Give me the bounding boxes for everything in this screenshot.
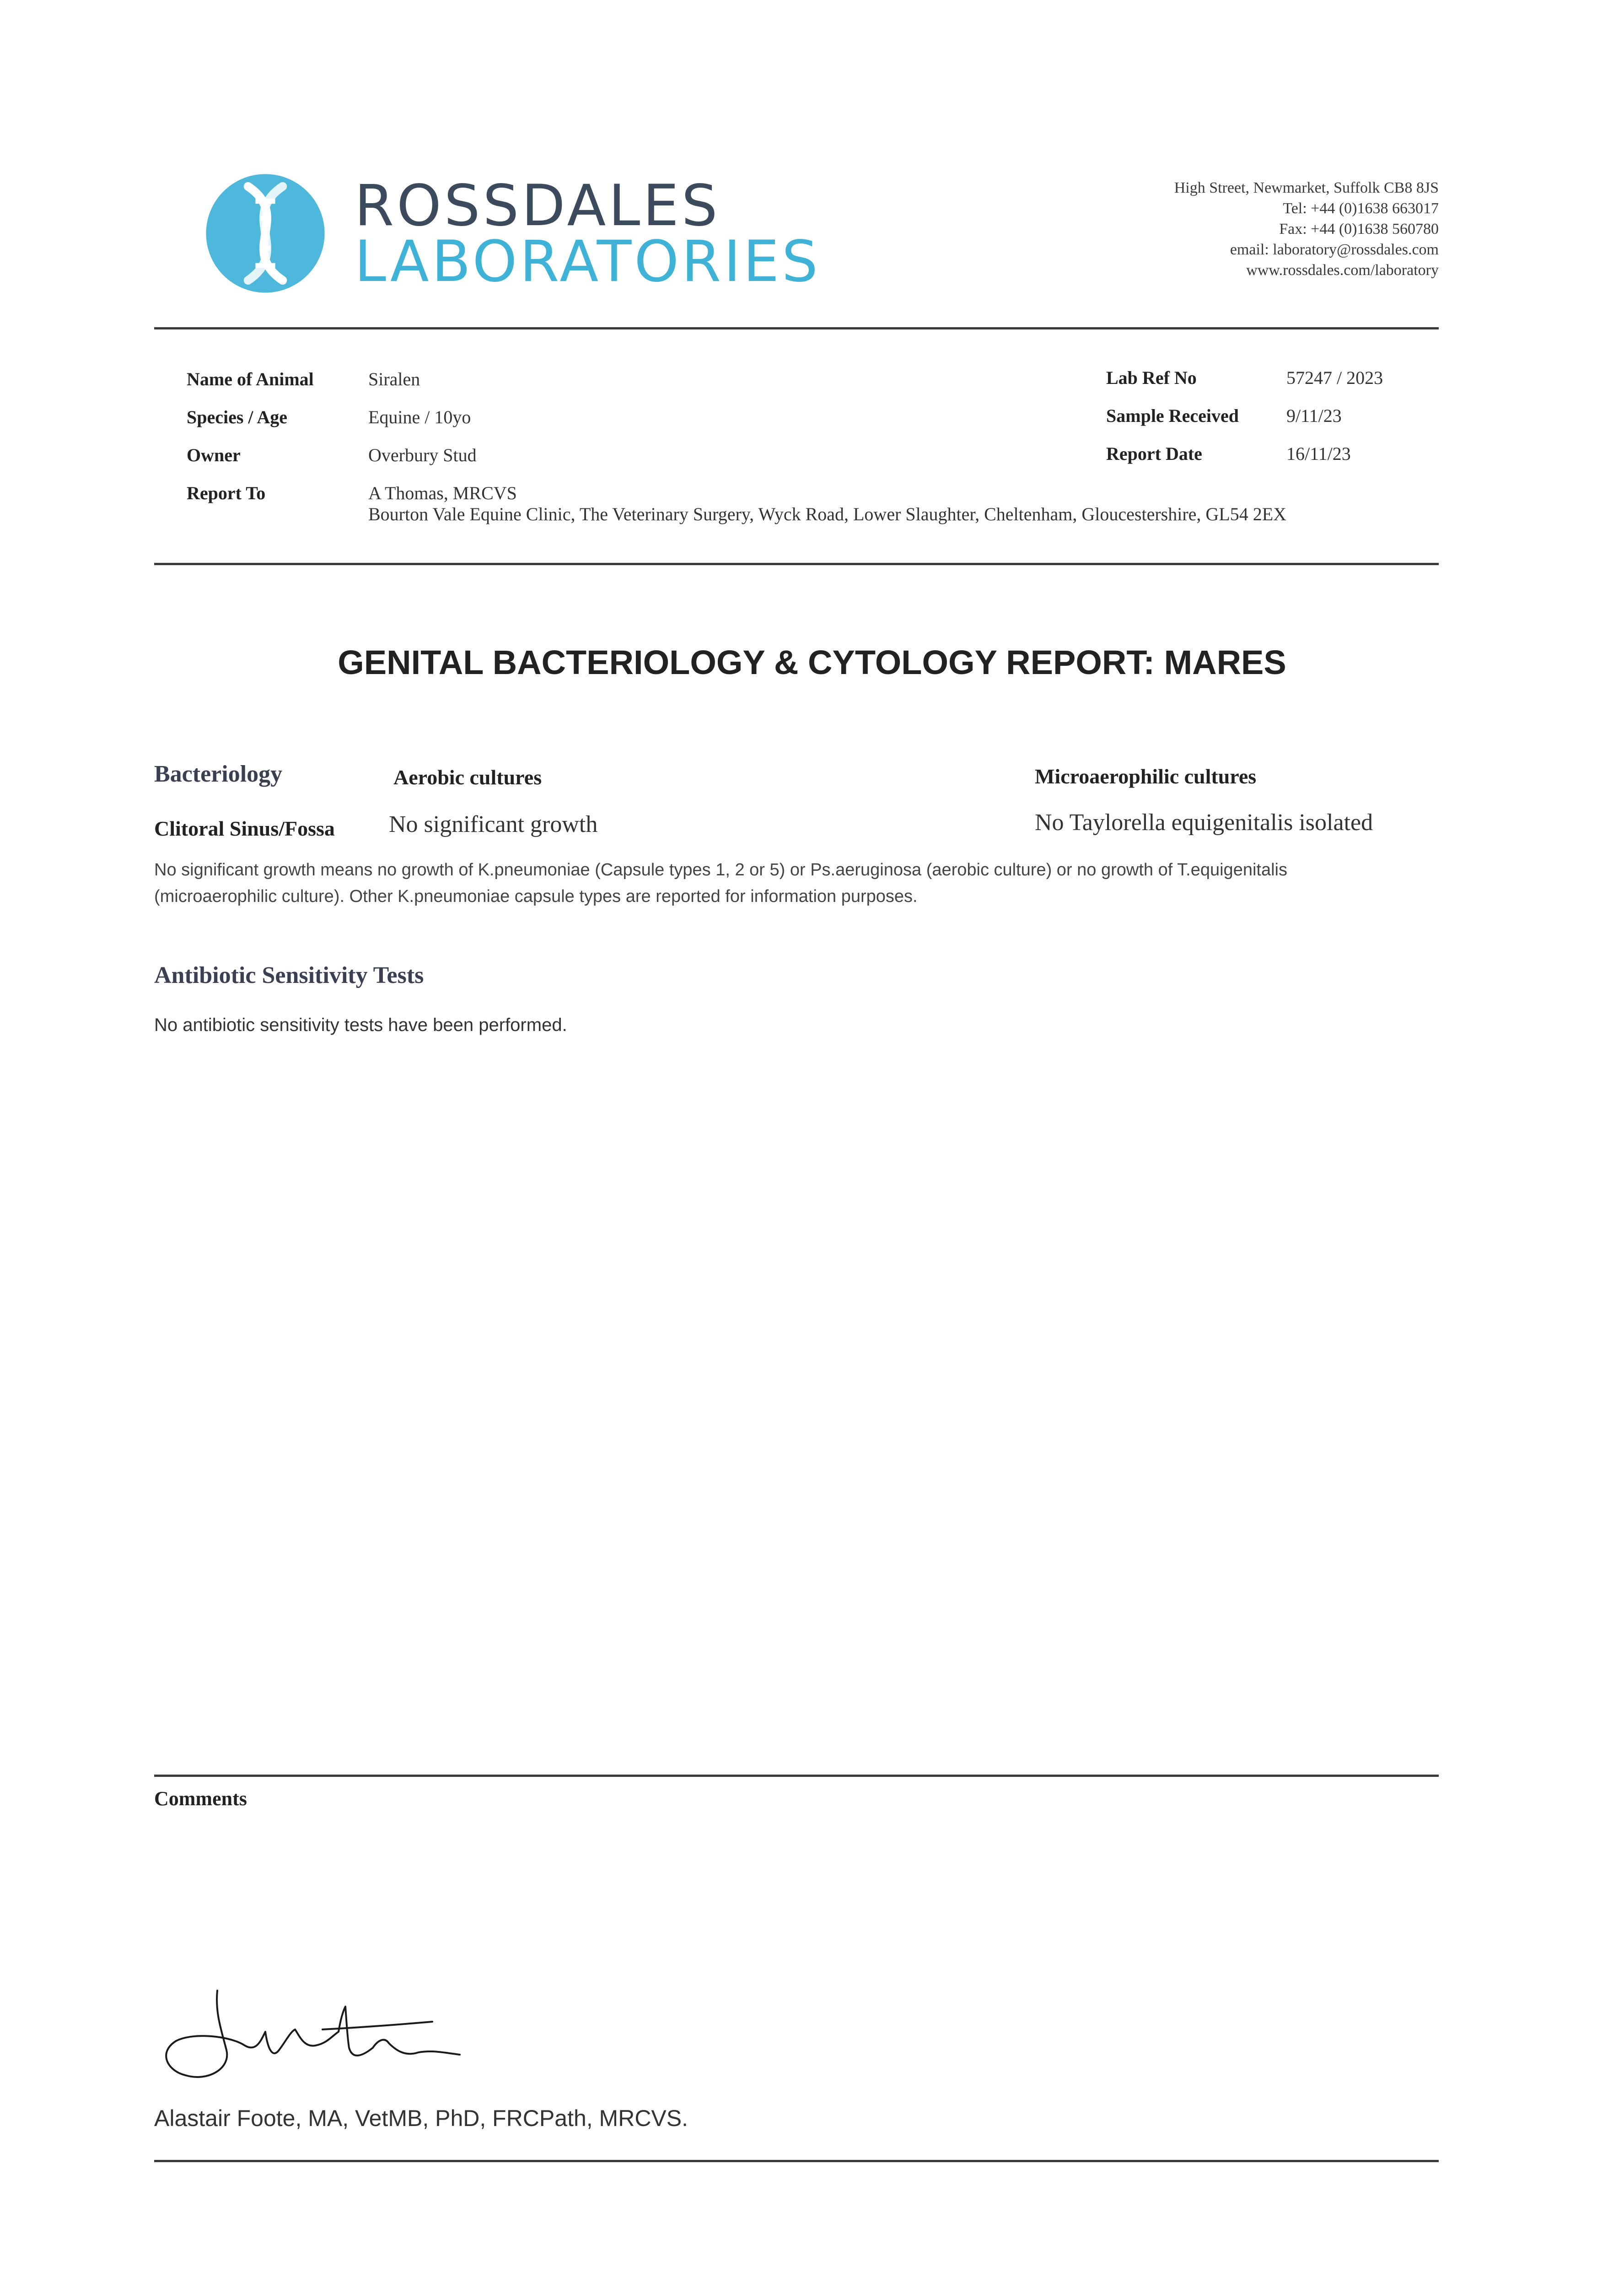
microaerophilic-cultures-heading: Microaerophilic cultures — [1035, 765, 1257, 788]
dna-logo-icon — [204, 172, 327, 295]
antibiotic-sensitivity-text: No antibiotic sensitivity tests have been performed. — [154, 1015, 567, 1035]
fax-line: Fax: +44 (0)1638 560780 — [1279, 221, 1439, 237]
report-title: GENITAL BACTERIOLOGY & CYTOLOGY REPORT: MARES — [338, 643, 1286, 681]
address-line: High Street, Newmarket, Suffolk CB8 8JS — [1174, 179, 1439, 196]
microaerophilic-result: No Taylorella equigenitalis isolated — [1035, 809, 1373, 836]
owner-label: Owner — [187, 445, 241, 465]
report-to-address: Bourton Vale Equine Clinic, The Veterinary Surgery, Wyck Road, Lower Slaughter, Cheltenham, Gloucestershire, GL54 2EX — [368, 504, 1287, 524]
footer-divider — [154, 2160, 1439, 2162]
report-date-value: 16/11/23 — [1286, 443, 1351, 464]
sample-received-label: Sample Received — [1106, 405, 1239, 426]
sample-site-label: Clitoral Sinus/Fossa — [154, 817, 335, 840]
report-date-label: Report Date — [1106, 443, 1202, 464]
report-to-name: A Thomas, MRCVS — [368, 483, 517, 503]
comments-label: Comments — [154, 1787, 247, 1810]
aerobic-result: No significant growth — [389, 811, 598, 837]
sample-received-value: 9/11/23 — [1286, 405, 1342, 426]
report-to-label: Report To — [187, 483, 266, 503]
species-age-value: Equine / 10yo — [368, 407, 471, 427]
species-age-label: Species / Age — [187, 407, 287, 427]
phone-line: Tel: +44 (0)1638 663017 — [1283, 200, 1439, 217]
handwritten-signature — [158, 1968, 487, 2091]
lab-ref-value: 57247 / 2023 — [1286, 367, 1383, 388]
email-line: email: laboratory@rossdales.com — [1230, 241, 1439, 258]
aerobic-cultures-heading: Aerobic cultures — [393, 766, 542, 789]
lab-address-block — [1027, 178, 1439, 281]
lab-ref-label: Lab Ref No — [1106, 367, 1197, 388]
bacteriology-heading: Bacteriology — [154, 761, 283, 787]
website-line: www.rossdales.com/laboratory — [1246, 262, 1439, 279]
animal-name-value: Siralen — [368, 369, 420, 389]
antibiotic-sensitivity-heading: Antibiotic Sensitivity Tests — [154, 962, 424, 988]
owner-value: Overbury Stud — [368, 445, 477, 465]
bacteriology-note-line2: (microaerophilic culture). Other K.pneumoniae capsule types are reported for information purposes. — [154, 887, 918, 906]
info-divider — [154, 563, 1439, 565]
animal-name-label: Name of Animal — [187, 369, 314, 389]
signatory-name: Alastair Foote, MA, VetMB, PhD, FRCPath, MRCVS. — [154, 2105, 688, 2131]
bacteriology-note-line1: No significant growth means no growth of K.pneumoniae (Capsule types 1, 2 or 5) or Ps.aeruginosa (aerobic culture) or no growth of T.equigenitalis — [154, 860, 1287, 880]
brand-name-line2: LABORATORIES — [355, 229, 821, 295]
comments-divider — [154, 1775, 1439, 1777]
brand-name-line1: ROSSDALES — [355, 173, 721, 239]
header-divider — [154, 327, 1439, 329]
